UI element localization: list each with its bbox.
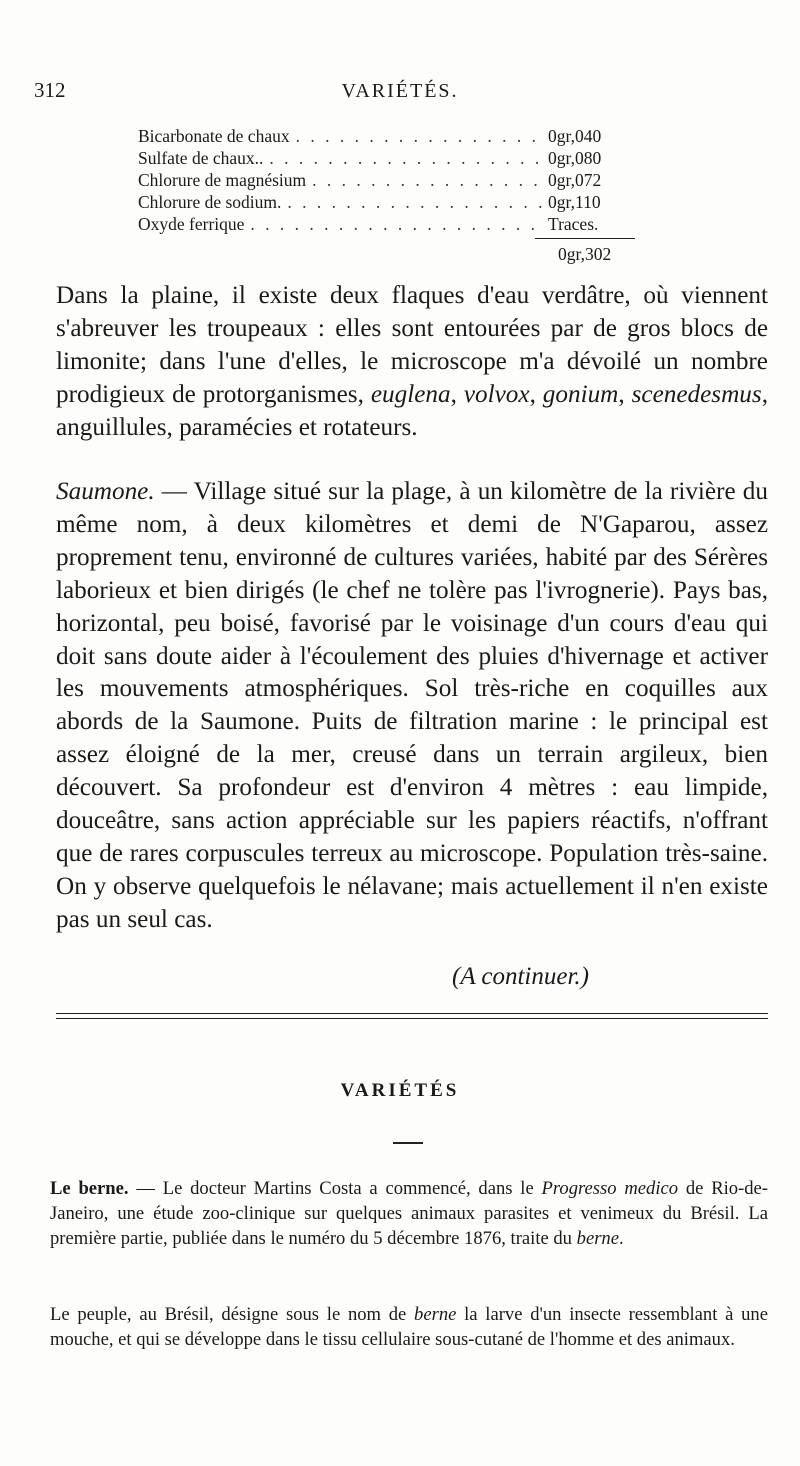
analysis-row [138,148,638,170]
place-name-saumone: Saumone. [56,478,155,505]
leader-dots [312,170,542,191]
analysis-value: Traces. [548,214,599,234]
paragraph-text: de Rio-de-Janeiro, une étude zoo-clinique sur quelques animaux parasites et venimeux du Brésil. La première partie, publiée dans le numéro du 5 décembre 1876, traite du [50,1178,768,1249]
organism-euglena: euglena [370,380,451,408]
title-rule [393,1142,423,1144]
paragraph-text: Dans la plaine, il existe deux flaques d'eau verdâtre, où viennent s'abreuver les troupeaux : elles sont entourées par de gros blocs de limonite; dans l'une d'elles, le microscope m'a dévoilé un nombre prodigieux de protorganismes, [56,282,768,408]
paragraph-flaques [56,280,768,445]
analysis-name: Bicarbonate de chaux [138,126,290,146]
analysis-name: Chlorure de sodium. [138,192,282,212]
leader-dots [296,126,542,147]
section-title: VARIÉTÉS [340,1080,460,1101]
total-rule [535,238,635,239]
water-analysis-table [138,126,638,236]
separator: , [529,380,543,408]
leader-dots [269,148,542,169]
paragraph-text: , anguillules, paramécies et rotateurs. [56,380,768,441]
leader-dots [287,192,542,213]
analysis-row [138,170,638,192]
paragraph-saumone [56,476,768,937]
to-be-continued: (A continuer.) [452,963,590,990]
separator: , [618,380,632,408]
organism-gonium: gonium [542,380,619,408]
analysis-row [138,214,638,236]
analysis-value: 0gr,110 [548,192,601,212]
analysis-value: 0gr,040 [548,126,602,146]
analysis-value: 0gr,072 [548,170,602,190]
journal-title: Progresso medico [541,1178,679,1199]
article-lead: Le berne. [50,1178,129,1199]
analysis-value: 0gr,080 [548,148,602,168]
analysis-name: Sulfate de chaux.. [138,148,264,168]
separator: , [450,380,464,408]
analysis-name: Oxyde ferrique [138,214,245,234]
running-head: VARIÉTÉS. [341,80,459,102]
analysis-row [138,126,638,148]
leader-dots [250,214,542,235]
analysis-row [138,192,638,214]
section-divider [56,1013,768,1019]
term-berne: berne [576,1228,619,1249]
berne-paragraph-1 [50,1176,768,1251]
organism-scenedesmus: scenedesmus [631,380,762,408]
paragraph-text: Le peuple, au Brésil, désigne sous le nom de [50,1304,415,1325]
analysis-name: Chlorure de magnésium [138,170,307,190]
organism-volvox: volvox [463,380,530,408]
berne-paragraph-2 [50,1302,768,1352]
paragraph-text: — Village situé sur la plage, à un kilomètre de la rivière du même nom, à deux kilomètres et demi de N'Gaparou, assez proprement tenu, environné de cultures variées, habité par des Sérères laborieux et bien dirigés (le chef ne tolère pas l'ivrognerie). Pays bas, horizontal, peu boisé, favorisé par le voisinage d'un cours d'eau qui doit sans doute aider à l'écoulement des pluies d'hivernage et activer les mouvements atmosphériques. Sol très-riche en coquilles aux abords de la Saumone. Puits de filtration marine : le principal est assez éloigné de la mer, creusé dans un terrain argileux, bien découvert. Sa profondeur est d'environ 4 mètres : eau limpide, douceâtre, sans action appréciable sur les papiers réactifs, n'offrant que de rares corpuscules terreux au microscope. Population très-saine. On y observe quelquefois le nélavane; mais actuellement il n'en existe pas un seul cas. [56,478,768,933]
paragraph-text: . [618,1228,624,1249]
paragraph-text: la larve d'un insecte ressemblant à une mouche, et qui se développe dans le tissu cellulaire sous-cutané de l'homme et des animaux. [50,1304,768,1350]
paragraph-text: — Le docteur Martins Costa a commencé, dans le [128,1178,542,1199]
analysis-total: 0gr,302 [558,244,612,264]
page-number: 312 [34,78,66,102]
term-berne: berne [414,1304,457,1325]
